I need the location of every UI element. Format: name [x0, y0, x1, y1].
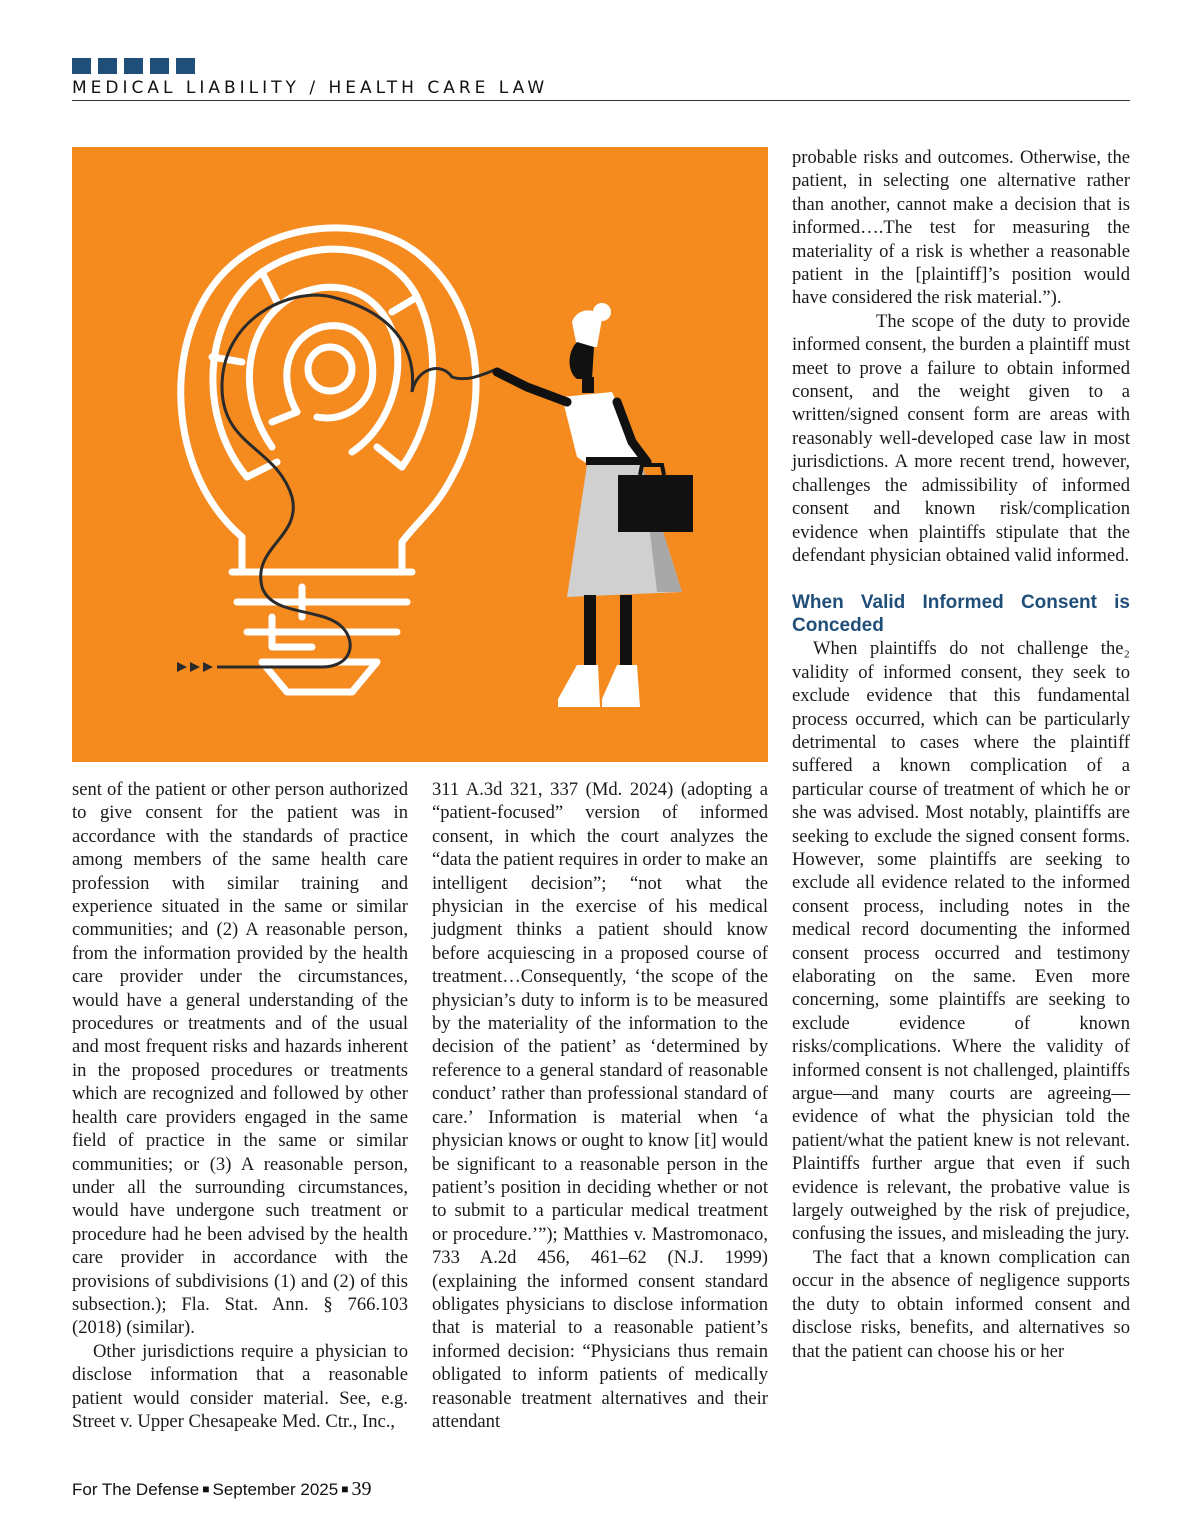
- publication-name: For The Defense: [72, 1480, 200, 1499]
- body-paragraph: The scope of the duty to provide informed consent, the burden a plaintiff must meet to prove a failure to obtain informed consent, and the weight given to a written/signed consent form are areas with reasonably well-developed case law in most jurisdictions. A more recent trend, however, challenges the admissibility of informed consent and known risk/complication evidence when plaintiffs stipulate that the defendant physician obtained valid informed.: [792, 310, 1130, 566]
- column-left: [72, 778, 408, 1433]
- column-middle: [432, 778, 768, 1433]
- lightbulb-maze-illustration: [72, 147, 768, 762]
- header-squares: [72, 58, 195, 74]
- column-right: [792, 146, 1130, 1363]
- header-rule: [72, 100, 1130, 101]
- section-label: MEDICAL LIABILITY / HEALTH CARE LAW: [72, 78, 549, 98]
- body-paragraph: sent of the patient or other person authorized to give consent for the patient was in accordance with the standards of practice among members of the same health care profession with similar training and experience situated in the same or similar communities; and (2) A reasonable person, from the information provided by the health care provider under the circumstances, would have a general understanding of the procedures or treatments and of the usual and most frequent risks and hazards inherent in the proposed procedures or treatments which are recognized and followed by other health care providers engaged in the same field of practice in the same or similar communities; or (3) A reasonable person, under all the surrounding circumstances, would have undergone such treatment or procedure had he been advised by the health care provider in accordance with the provisions of subdivisions (1) and (2) of this subsection.); Fla. Stat. Ann. § 766.103 (2018) (similar).: [72, 779, 408, 1339]
- body-paragraph: Other jurisdictions require a physician to disclose information that a reasonable patient would consider material. See, e.g. Street v. Upper Chesapeake Med. Ctr., Inc.,: [72, 1340, 408, 1432]
- page-number: 39: [351, 1478, 372, 1500]
- body-paragraph: probable risks and outcomes. Otherwise, the patient, in selecting one alternative rather than another, cannot make a decision that is informed….The test for measuring the materiality of a risk is whether a reasonable patient in the [plaintiff]’s position would have considered the risk material.”).: [792, 147, 1130, 309]
- body-paragraph: 311 A.3d 321, 337 (Md. 2024) (adopting a “patient-focused” version of informed consent, in which the court analyzes the “data the patient requires in order to make an intelligent decision”; “not what the physician in the exercise of his medical judgment thinks a patient should know before acquiescing in a proposed course of treatment…Consequently, ‘the scope of the physician’s duty to inform is to be measured by the materiality of the information to the decision of the patient’ as ‘determined by reference to a general standard of reasonable conduct’ rather than professional standard of care.’ Information is material when ‘a physician knows or ought to know [it] would be significant to a reasonable person in the patient’s position in deciding whether or not to submit to a particular medical treatment or procedure.’”); Matthies v. Mastromonaco, 733 A.2d 456, 461–62 (N.J. 1999) (explaining the informed consent standard obligates physicians to disclose information that is material to a reasonable patient’s informed decision: “Physicians thus remain obligated to inform patients of medically reasonable treatment alternatives and their attendant: [432, 779, 768, 1432]
- section-heading: When Valid Informed Consent is Conceded: [792, 592, 1130, 637]
- page-footer: For The Defense ■ September 2025 ■ 39: [72, 1478, 372, 1500]
- body-paragraph: When plaintiffs do not challenge the₂ validity of informed consent, they seek to exclude evidence that this fundamental process occurred, which can be particularly detrimental to cases where the plaintiff suffered a known complication of a particular course of treatment of which he or she was advised. Most notably, plaintiffs are seeking to exclude the signed consent forms. However, some plaintiffs are seeking to exclude all evidence related to the informed consent process, including notes in the medical record documenting the informed consent process occurred and testimony elaborating on the same. Even more concerning, some plaintiffs are seeking to exclude evidence of known risks/complications. Where the validity of informed consent is not challenged, plaintiffs argue—and many courts are agreeing—evidence of what the physician told the patient/what the patient knew is not relevant. Plaintiffs further argue that even if such evidence is relevant, the probative value is largely outweighed by the risk of prejudice, confusing the issues, and misleading the jury.: [792, 638, 1130, 1245]
- body-paragraph: The fact that a known complication can occur in the absence of negligence supports the duty to obtain informed consent and disclose risks, benefits, and alternatives so that the patient can choose his or her: [792, 1246, 1130, 1362]
- issue-date: September 2025: [212, 1480, 339, 1499]
